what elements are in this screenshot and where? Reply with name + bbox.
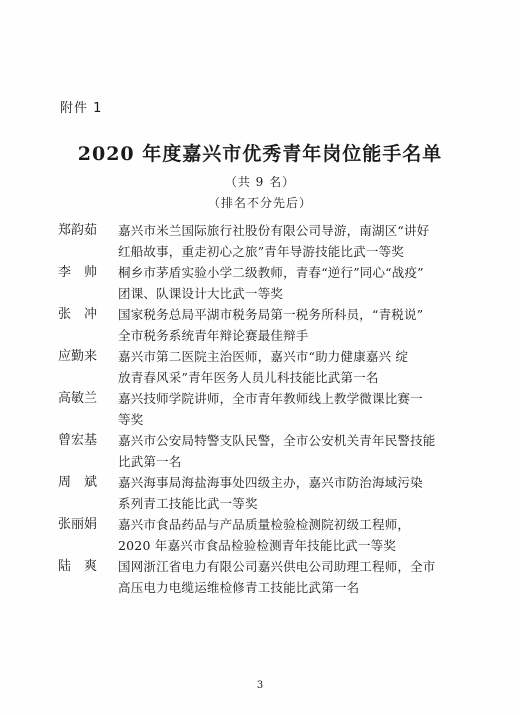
person-description [118,346,468,388]
person-name: 张丽娟 [58,517,98,532]
description-line: 高压电力电缆运维检修青工技能比武第一名 [118,580,360,595]
list-item [58,514,468,556]
list-item [58,346,468,388]
list-item [58,262,468,304]
description-line: 放青春风采”青年医务人员儿科技能比武第一名 [118,370,379,385]
description-line: 国家税务总局平湖市税务局第一税务所科员，“青税说” [118,307,424,322]
person-name: 应勤来 [58,349,98,364]
description-line: 全市税务系统青年辩论赛最佳辩手 [118,328,309,343]
list-item [58,304,468,346]
description-line: 国网浙江省电力有限公司嘉兴供电公司助理工程师，全市 [118,559,436,574]
list-item [58,556,468,598]
person-description [118,220,468,262]
description-line: 嘉兴海事局海盐海事处四级主办，嘉兴市防治海域污染 [118,475,423,490]
person-name: 张 冲 [58,307,98,322]
document-title: 2020 年度嘉兴市优秀青年岗位能手名单 [77,143,443,165]
person-description [118,262,468,304]
description-line: 比武第一名 [118,454,182,469]
list-item [58,472,468,514]
count-note: （共 9 名） [224,175,296,189]
person-description [118,472,468,514]
winner-list [58,220,468,598]
list-item [58,388,468,430]
description-line: 等奖 [118,412,144,427]
person-name: 周 斌 [58,475,98,490]
description-line: 嘉兴市第二医院主治医师，嘉兴市“助力健康嘉兴 绽 [118,349,409,364]
person-description [118,388,468,430]
description-line: 嘉兴市公安局特警支队民警，全市公安机关青年民警技能 [118,433,436,448]
person-name: 李 帅 [58,265,98,280]
attachment-label: 附件 1 [60,101,103,116]
description-line: 桐乡市茅盾实验小学二级教师，青春“逆行”同心“战疫” [118,265,424,280]
list-item [58,220,468,262]
person-description [118,304,468,346]
person-name: 陆 爽 [58,559,98,574]
description-line: 嘉兴技师学院讲师，全市青年教师线上教学微课比赛一 [118,391,423,406]
person-name: 曾宏基 [58,433,98,448]
person-description [118,430,468,472]
description-line: 2020 年嘉兴市食品检验检测青年技能比武一等奖 [118,538,397,553]
page-number: 3 [256,680,264,691]
description-line: 嘉兴市米兰国际旅行社股份有限公司导游，南湖区“讲好 [118,223,430,238]
description-line: 团课、队课设计大比武一等奖 [118,286,284,301]
list-item [58,430,468,472]
description-line: 嘉兴市食品药品与产品质量检验检测院初级工程师， [118,517,411,532]
person-description [118,514,468,556]
person-name: 郑韵茹 [58,223,98,238]
order-note: （排名不分先后） [207,196,312,210]
description-line: 红船故事，重走初心之旅”青年导游技能比武一等奖 [118,244,404,259]
person-description [118,556,468,598]
description-line: 系列青工技能比武一等奖 [118,496,258,511]
person-name: 高敏兰 [58,391,98,406]
